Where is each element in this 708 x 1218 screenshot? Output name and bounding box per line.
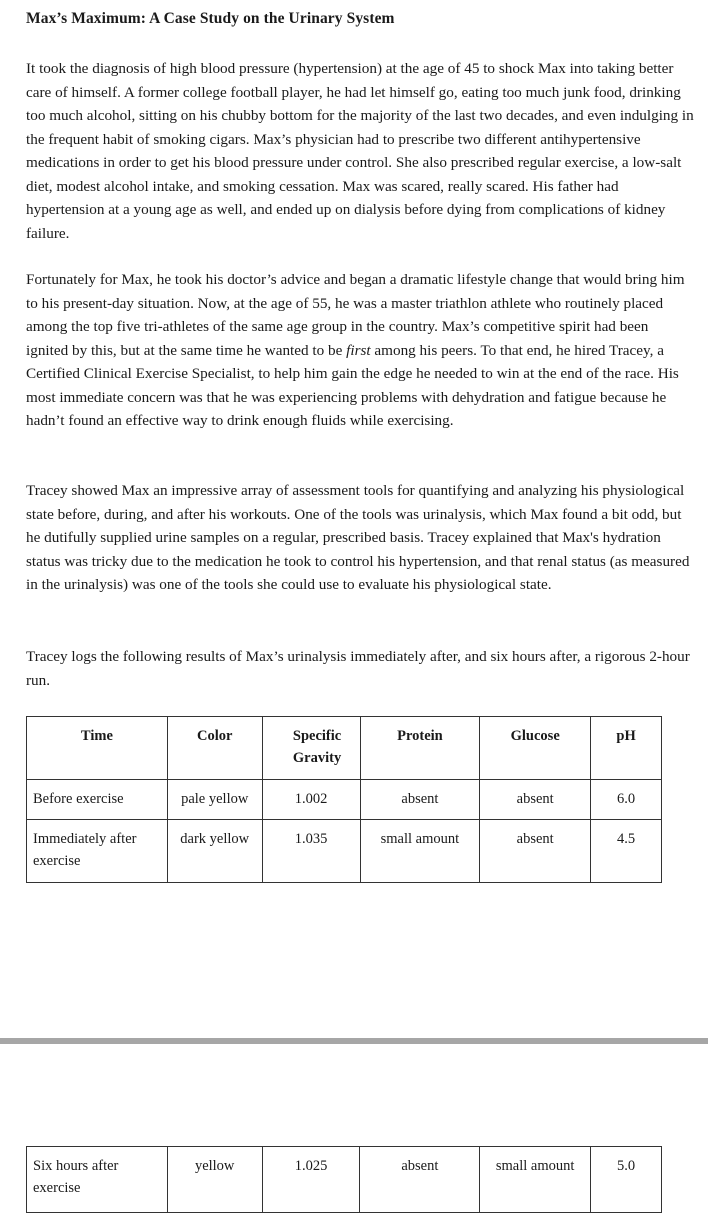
table-row (27, 780, 662, 820)
urinalysis-table (26, 716, 662, 883)
header-time: Time (27, 717, 168, 780)
cell-time: Six hours after exercise (27, 1147, 168, 1213)
header-glucose: Glucose (480, 717, 591, 780)
cell-glucose: absent (480, 780, 591, 820)
urinalysis-table-continued (26, 1146, 662, 1213)
cell-time: Before exercise (27, 780, 168, 820)
page-break-divider (0, 1038, 708, 1044)
cell-ph: 4.5 (591, 820, 662, 883)
header-color: Color (167, 717, 262, 780)
paragraph-1: It took the diagnosis of high blood pressure (hypertension) at the age of 45 to shock Max into taking better care of himself. A former college football player, he had let himself go, eating too much junk food, drinking too much alcohol, sitting on his chubby bottom for the majority of the last two decades, and even indulging in the frequent habit of smoking cigars. Max’s physician had to prescribe two different antihypertensive medications in order to get his blood pressure under control. She also prescribed regular exercise, a low-salt diet, modest alcohol intake, and smoking cessation. Max was scared, really scared. His father had hypertension at a young age as well, and ended up on dialysis before dying from complications of kidney failure. (26, 60, 694, 242)
document-title: Max’s Maximum: A Case Study on the Urinary System (26, 10, 395, 27)
cell-protein: small amount (360, 820, 480, 883)
cell-color: pale yellow (167, 780, 262, 820)
paragraph-2 (26, 268, 694, 433)
cell-color: yellow (167, 1147, 262, 1213)
cell-specific-gravity: 1.025 (262, 1147, 360, 1213)
paragraph-2-emphasis: first (346, 341, 371, 359)
paragraph-2-part-1: Fortunately for Max, he took his doctor’s advice and began a dramatic lifestyle change that would bring him to his present-day situation. Now, at the age of 55, he was a master triathlon athlete who routinely placed among the top five tri-athletes of the same age group in the country. Max’s competitive spirit had been ignited by this, but at the same time he wanted to be (26, 271, 685, 359)
header-protein: Protein (360, 717, 480, 780)
cell-protein: absent (360, 1147, 480, 1213)
table-row (27, 820, 662, 883)
cell-specific-gravity: 1.035 (262, 820, 360, 883)
header-specific-gravity: Specific Gravity (262, 717, 360, 780)
cell-color: dark yellow (167, 820, 262, 883)
cell-specific-gravity: 1.002 (262, 780, 360, 820)
cell-ph: 5.0 (591, 1147, 662, 1213)
cell-glucose: absent (480, 820, 591, 883)
paragraph-3: Tracey showed Max an impressive array of assessment tools for quantifying and analyzing his physiological state before, during, and after his workouts. One of the tools was urinalysis, which Max found a bit odd, but he dutifully supplied urine samples on a regular, prescribed basis. Tracey explained that Max's hydration status was tricky due to the medication he took to control his hypertension, and that renal status (as measured in the urinalysis) was one of the tools she could use to evaluate his physiological state. (26, 482, 690, 593)
table-row (27, 1147, 662, 1213)
table-header-row (27, 717, 662, 780)
cell-glucose: small amount (480, 1147, 591, 1213)
cell-time: Immediately after exercise (27, 820, 168, 883)
header-ph: pH (591, 717, 662, 780)
paragraph-2-part-2: among his peers. To that end, he hired Tracey, a Certified Clinical Exercise Specialist, to help him gain the edge he needed to win at the end of the race. His most immediate concern was that he was experiencing problems with dehydration and fatigue because he hadn’t found an effective way to drink enough fluids while exercising. (26, 341, 679, 429)
paragraph-4: Tracey logs the following results of Max’s urinalysis immediately after, and six hours after, a rigorous 2-hour run. (26, 648, 690, 689)
cell-protein: absent (360, 780, 480, 820)
cell-ph: 6.0 (591, 780, 662, 820)
